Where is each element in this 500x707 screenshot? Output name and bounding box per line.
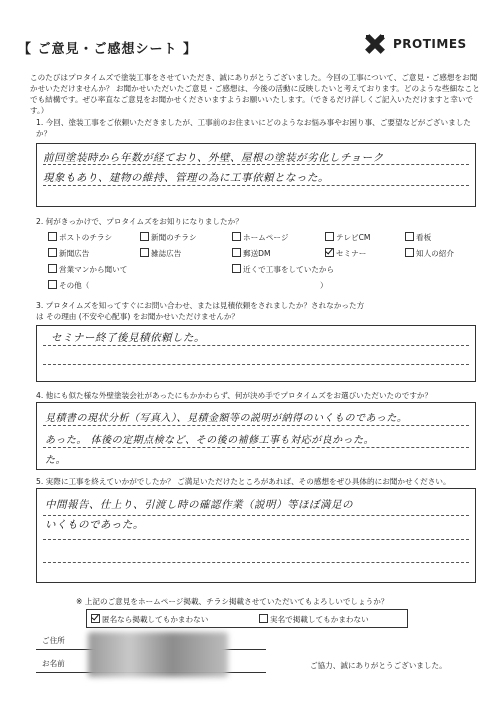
brand-logo	[362, 33, 482, 55]
checkbox-icon	[232, 264, 241, 273]
asterisk-icon: ※	[76, 597, 83, 606]
checkbox-icon	[48, 232, 57, 241]
answer-1-line-1: 前回塗装時から年数が経ており、外壁、屋根の塗装が劣化しチョーク	[43, 152, 384, 164]
option-mail-dm[interactable]: 郵送DM	[232, 248, 271, 259]
answer-4-line-2: あった。 体後の定期点検など、その後の補修工事も対応が良かった。	[45, 435, 375, 446]
checkbox-icon	[232, 232, 241, 241]
checkbox-icon	[405, 248, 414, 257]
answer-box-4	[36, 402, 476, 470]
sheet-title: 【 ご意見・ご感想シート 】	[18, 42, 198, 57]
protimes-logo-icon	[362, 33, 388, 55]
checkbox-icon	[48, 280, 57, 289]
question-2: 2. 何がきっかけで、プロタイムズをお知りになりましたか？	[36, 217, 243, 226]
answer-3-line-1: セミナー終了後見積依頼した。	[51, 332, 205, 344]
brand-name: PROTIMES	[393, 37, 467, 51]
intro-text: このたびはプロタイムズで塗装工事をさせていただき、誠にありがとうございました。今回の工事について、ご意見・ご感想をお聞かせいただけませんか？ お聞かせいただいたご意見・ご感想は、今後の活動に反映したいと考えております。どのような些細なことでも結構です。ぜひ率直なご意見をお聞かせくださいますようお願いいたします。（できるだけ詳しくご記入いただけますと幸いです。）	[30, 73, 480, 115]
answer-5-line-1: 中間報告、仕上り、引渡し時の確認作業（説明）等ほぼ満足の	[45, 499, 353, 511]
option-signboard[interactable]: 看板	[405, 232, 431, 243]
answer-box-3	[36, 325, 476, 382]
checkbox-icon	[325, 232, 334, 241]
checkbox-icon	[232, 248, 241, 257]
name-label: お名前	[42, 659, 65, 668]
consent-options-box	[86, 609, 408, 628]
consent-realname-option[interactable]: 実名で掲載してもかまわない	[259, 614, 369, 625]
answer-box-1	[36, 143, 476, 207]
option-sales-person[interactable]: 営業マンから聞いて	[48, 264, 127, 275]
option-referral[interactable]: 知人の紹介	[405, 248, 454, 259]
option-newspaper-flyer[interactable]: 新聞のチラシ	[140, 232, 197, 243]
checkbox-icon	[140, 248, 149, 257]
question-5: 5. 実際に工事を終えていかがでしたか？ ご満足いただけたところがあれば、その感想をぜひ具体的にお聞かせください。	[36, 477, 451, 486]
option-tv-cm[interactable]: テレビCM	[325, 232, 370, 243]
answer-4-line-3: た。	[45, 455, 66, 466]
checkbox-icon	[48, 264, 57, 273]
checked-checkbox-icon	[325, 248, 334, 257]
option-magazine-ad[interactable]: 雑誌広告	[140, 248, 181, 259]
consent-anonymous-option[interactable]: 匿名なら掲載してもかまわない	[91, 614, 208, 625]
other-close-paren: ）	[320, 281, 328, 290]
question-4: 4. 他にも似た様な外壁塗装会社があったにもかかわらず、何が決め手でプロタイムズをお選びいただいたのですか？	[36, 391, 433, 400]
checkbox-icon	[48, 248, 57, 257]
option-homepage[interactable]: ホームページ	[232, 232, 288, 243]
checked-checkbox-icon	[91, 614, 100, 623]
option-post-flyer[interactable]: ポストのチラシ	[48, 232, 112, 243]
option-other[interactable]: その他（	[48, 280, 89, 291]
checkbox-icon	[140, 232, 149, 241]
answer-4-line-1: 見積書の現状分析（写真入）、見積金額等の説明が納得のいくものであった。	[45, 413, 408, 424]
option-newspaper-ad[interactable]: 新聞広告	[48, 248, 89, 259]
redacted-personal-info	[88, 632, 228, 677]
option-seminar[interactable]: セミナー	[325, 248, 366, 259]
question-1: 1. 今回、塗装工事をご依頼いただきましたが、工事前のお住まいにどのようなお悩み事やお困り事、ご要望などがございましたか？	[36, 118, 471, 138]
answer-5-line-2: いくものであった。	[45, 519, 144, 531]
checkbox-icon	[259, 614, 268, 623]
consent-question: ※ 上記のご意見をホームページ掲載、チラシ掲載させていただいてもよろしいでしょうか？	[76, 597, 389, 606]
question-3: 3. プロタイムズを知ってすぐにお問い合わせ、または見積依頼をされましたか？されなかった方は その理由 (不安や心配事) をお聞かせいただけませんか？	[36, 301, 365, 321]
address-label: ご住所	[42, 636, 65, 645]
thanks-text: ご協力、誠にありがとうございました。	[310, 661, 447, 670]
option-nearby-work[interactable]: 近くで工事をしていたから	[232, 264, 334, 275]
answer-box-5	[36, 488, 476, 583]
answer-1-line-2: 現象もあり、建物の維持、管理の為に工事依頼となった。	[43, 172, 329, 184]
checkbox-icon	[405, 232, 414, 241]
